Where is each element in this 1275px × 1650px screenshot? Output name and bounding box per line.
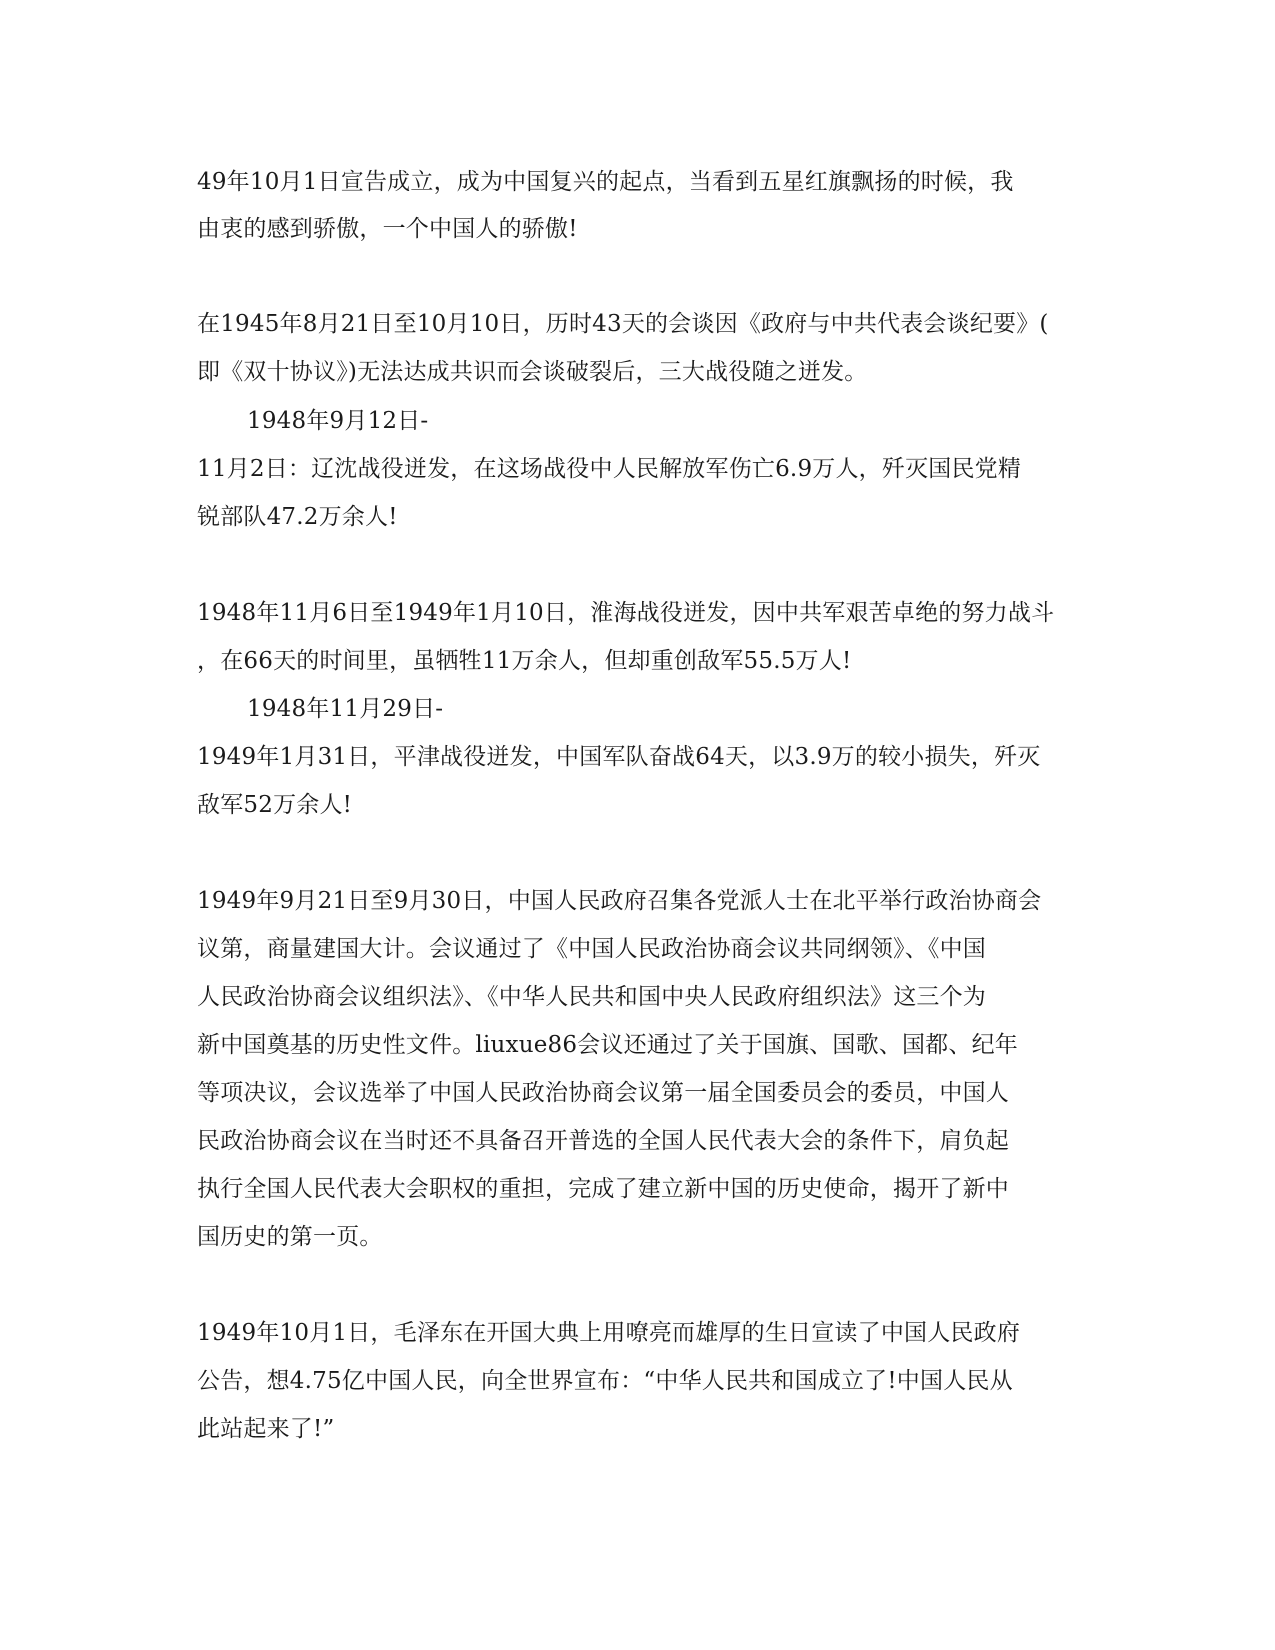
text-line: 1949年1月31日，平津战役迸发，中国军队奋战64天，以3.9万的较小损失，歼灭 [197, 744, 1041, 770]
text-line: 1948年11月6日至1949年1月10日，淮海战役迸发，因中共军艰苦卓绝的努力战斗 [197, 600, 1055, 626]
text-line: 执行全国人民代表大会职权的重担，完成了建立新中国的历史使命，揭开了新中 [197, 1176, 1009, 1202]
text-line: 人民政治协商会议组织法》、《中华人民共和国中央人民政府组织法》这三个为 [197, 984, 986, 1010]
text-line: 公告，想4.75亿中国人民，向全世界宣布：“中华人民共和国成立了!中国人民从 [197, 1368, 1013, 1394]
text-line: 1949年9月21日至9月30日，中国人民政府召集各党派人士在北平举行政治协商会 [197, 888, 1042, 914]
text-line: ，在66天的时间里，虽牺牲11万余人，但却重创敌军55.5万人! [197, 648, 852, 674]
text-line: 1949年10月1日，毛泽东在开国大典上用嘹亮而雄厚的生日宣读了中国人民政府 [197, 1320, 1021, 1346]
text-line: 由衷的感到骄傲，一个中国人的骄傲! [197, 216, 578, 242]
text-line: 1948年11月29日- [247, 696, 444, 722]
text-line: 等项决议，会议选举了中国人民政治协商会议第一届全国委员会的委员，中国人 [197, 1080, 1009, 1106]
text-line: 民政治协商会议在当时还不具备召开普选的全国人民代表大会的条件下，肩负起 [197, 1128, 1009, 1154]
text-line: 敌军52万余人! [197, 792, 353, 818]
text-line: 即《双十协议》)无法达成共识而会谈破裂后，三大战役随之迸发。 [197, 359, 868, 385]
text-line: 在1945年8月21日至10月10日，历时43天的会谈因《政府与中共代表会谈纪要》( [197, 311, 1049, 337]
text-line: 49年10月1日宣告成立，成为中国复兴的起点，当看到五星红旗飘扬的时候，我 [197, 169, 1014, 195]
text-line: 1948年9月12日- [247, 408, 429, 434]
text-line: 锐部队47.2万余人! [197, 504, 398, 530]
text-line: 国历史的第一页。 [197, 1224, 383, 1250]
text-line: 11月2日：辽沈战役迸发，在这场战役中人民解放军伤亡6.9万人，歼灭国民党精 [197, 456, 1022, 482]
text-line: 议第，商量建国大计。会议通过了《中国人民政治协商会议共同纲领》、《中国 [197, 936, 986, 962]
text-line: 此站起来了!” [197, 1416, 335, 1442]
text-line: 新中国奠基的历史性文件。liuxue86会议还通过了关于国旗、国歌、国都、纪年 [197, 1032, 1018, 1058]
